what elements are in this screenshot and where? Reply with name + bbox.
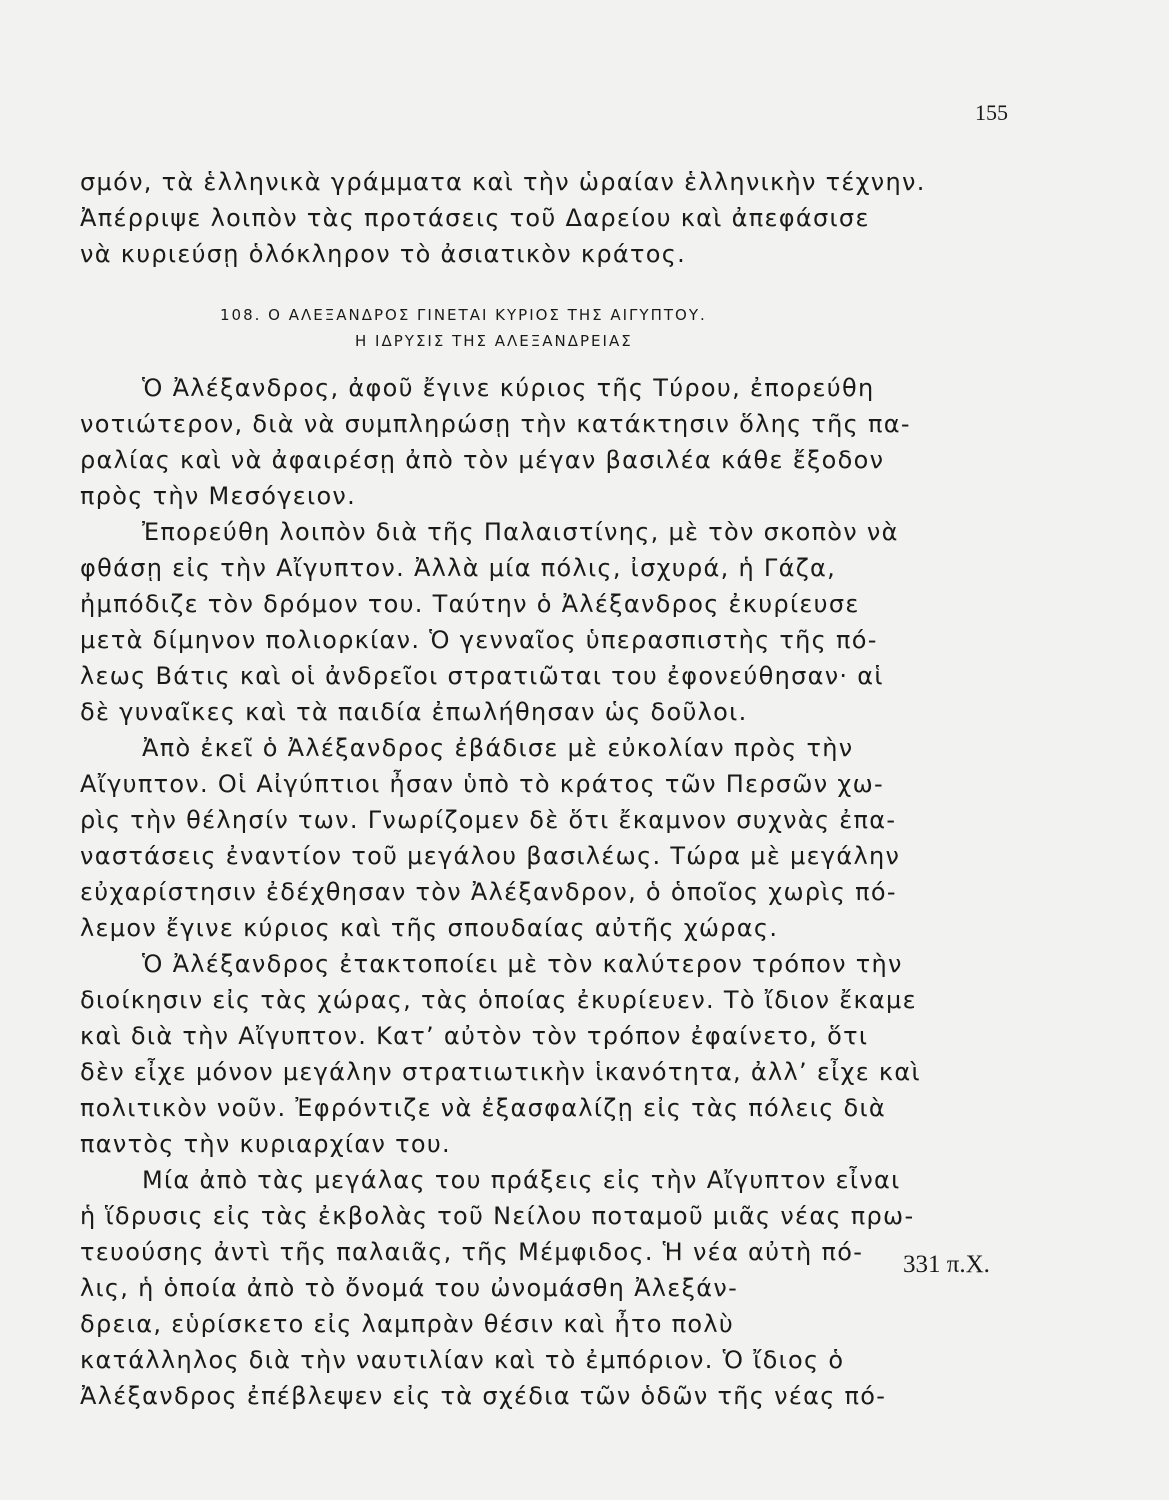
text-line: παντὸς τὴν κυριαρχίαν του. — [80, 1130, 451, 1158]
text-line: φθάσῃ εἰς τὴν Αἴγυπτον. Ἀλλὰ μία πόλις, ἰσχυρά, ἡ Γάζα, — [80, 554, 837, 582]
text-line: Ἐπορεύθη λοιπὸν διὰ τῆς Παλαιστίνης, μὲ τὸν σκοπὸν νὰ — [142, 518, 899, 546]
text-line: σμόν, τὰ ἑλληνικὰ γράμματα καὶ τὴν ὡραίαν ἑλληνικὴν τέχνην. — [80, 168, 926, 196]
text-line: εὐχαρίστησιν ἐδέχθησαν τὸν Ἀλέξανδρον, ὁ ὁποῖος χωρὶς πό- — [80, 878, 897, 906]
text-line: λεμον ἔγινε κύριος καὶ τῆς σπουδαίας αὐτῆς χώρας. — [80, 914, 779, 942]
text-line: Ἀλέξανδρος ἐπέβλεψεν εἰς τὰ σχέδια τῶν ὁδῶν τῆς νέας πό- — [80, 1382, 887, 1410]
text-line: Ἀπὸ ἐκεῖ ὁ Ἀλέξανδρος ἐβάδισε μὲ εὐκολίαν πρὸς τὴν — [142, 734, 854, 762]
text-line: Αἴγυπτον. Οἱ Αἰγύπτιοι ἦσαν ὑπὸ τὸ κράτος τῶν Περσῶν χω- — [80, 770, 884, 798]
text-line: ναστάσεις ἐναντίον τοῦ μεγάλου βασιλέως. Τώρα μὲ μεγάλην — [80, 842, 901, 870]
text-line: λις, ἡ ὁποία ἀπὸ τὸ ὄνομά του ὠνομάσθη Ἀλεξάν- — [80, 1274, 739, 1302]
text-line: Μία ἀπὸ τὰς μεγάλας του πράξεις εἰς τὴν Αἴγυπτον εἶναι — [142, 1166, 901, 1194]
text-line: πολιτικὸν νοῦν. Ἐφρόντιζε νὰ ἐξασφαλίζῃ εἰς τὰς πόλεις διὰ — [80, 1094, 887, 1122]
text-line: ρὶς τὴν θέλησίν των. Γνωρίζομεν δὲ ὅτι ἔκαμνον συχνὰς ἐπα- — [80, 806, 897, 834]
section-body — [80, 370, 1020, 1414]
text-line: δρεια, εὑρίσκετο εἰς λαμπρὰν θέσιν καὶ ἦτο πολὺ — [80, 1310, 735, 1338]
text-line: ἡ ἵδρυσις εἰς τὰς ἐκβολὰς τοῦ Νείλου ποταμοῦ μιᾶς νέας πρω- — [80, 1202, 915, 1230]
text-line: Ὁ Ἀλέξανδρος ἐτακτοποίει μὲ τὸν καλύτερον τρόπον τὴν — [142, 950, 903, 978]
text-line: ἠμπόδιζε τὸν δρόμον του. Ταύτην ὁ Ἀλέξανδρος ἐκυρίευσε — [80, 590, 860, 618]
text-line: νοτιώτερον, διὰ νὰ συμπληρώσῃ τὴν κατάκτησιν ὅλης τῆς πα- — [80, 410, 911, 438]
section-heading: 108. Ο ΑΛΕΞΑΝΔΡΟΣ ΓΙΝΕΤΑΙ ΚΥΡΙΟΣ ΤΗΣ ΑΙΓΥΠΤΟΥ. — [220, 306, 707, 324]
page-number: 155 — [975, 100, 1008, 125]
intro-paragraph — [80, 164, 1020, 272]
text-line: Ἀπέρριψε λοιπὸν τὰς προτάσεις τοῦ Δαρείου καὶ ἀπεφάσισε — [80, 204, 870, 232]
text-line: τευούσης ἀντὶ τῆς παλαιᾶς, τῆς Μέμφιδος. Ἡ νέα αὐτὴ πό- — [80, 1238, 864, 1266]
text-line: ραλίας καὶ νὰ ἀφαιρέσῃ ἀπὸ τὸν μέγαν βασιλέα κάθε ἔξοδον — [80, 446, 885, 474]
text-line: κατάλληλος διὰ τὴν ναυτιλίαν καὶ τὸ ἐμπόριον. Ὁ ἴδιος ὁ — [80, 1346, 845, 1374]
text-line: πρὸς τὴν Μεσόγειον. — [80, 482, 357, 510]
text-line: μετὰ δίμηνον πολιορκίαν. Ὁ γενναῖος ὑπερασπιστὴς τῆς πό- — [80, 626, 878, 654]
section-subheading: Η ΙΔΡΥΣΙΣ ΤΗΣ ΑΛΕΞΑΝΔΡΕΙΑΣ — [355, 332, 633, 350]
text-line: Ὁ Ἀλέξανδρος, ἀφοῦ ἔγινε κύριος τῆς Τύρου, ἐπορεύθη — [142, 374, 875, 402]
text-line: διοίκησιν εἰς τὰς χώρας, τὰς ὁποίας ἐκυρίευεν. Τὸ ἴδιον ἔκαμε — [80, 986, 917, 1014]
text-line: δὲν εἶχε μόνον μεγάλην στρατιωτικὴν ἱκανότητα, ἀλλ’ εἶχε καὶ — [80, 1058, 921, 1086]
text-line: δὲ γυναῖκες καὶ τὰ παιδία ἐπωλήθησαν ὡς δοῦλοι. — [80, 698, 748, 726]
text-line: καὶ διὰ τὴν Αἴγυπτον. Κατ’ αὐτὸν τὸν τρόπον ἐφαίνετο, ὅτι — [80, 1022, 869, 1050]
text-line: νὰ κυριεύσῃ ὁλόκληρον τὸ ἀσιατικὸν κράτος. — [80, 240, 687, 268]
margin-date-note: 331 π.Χ. — [903, 1251, 990, 1278]
text-line: λεως Βάτις καὶ οἱ ἀνδρεῖοι στρατιῶται του ἐφονεύθησαν· αἱ — [80, 662, 884, 690]
